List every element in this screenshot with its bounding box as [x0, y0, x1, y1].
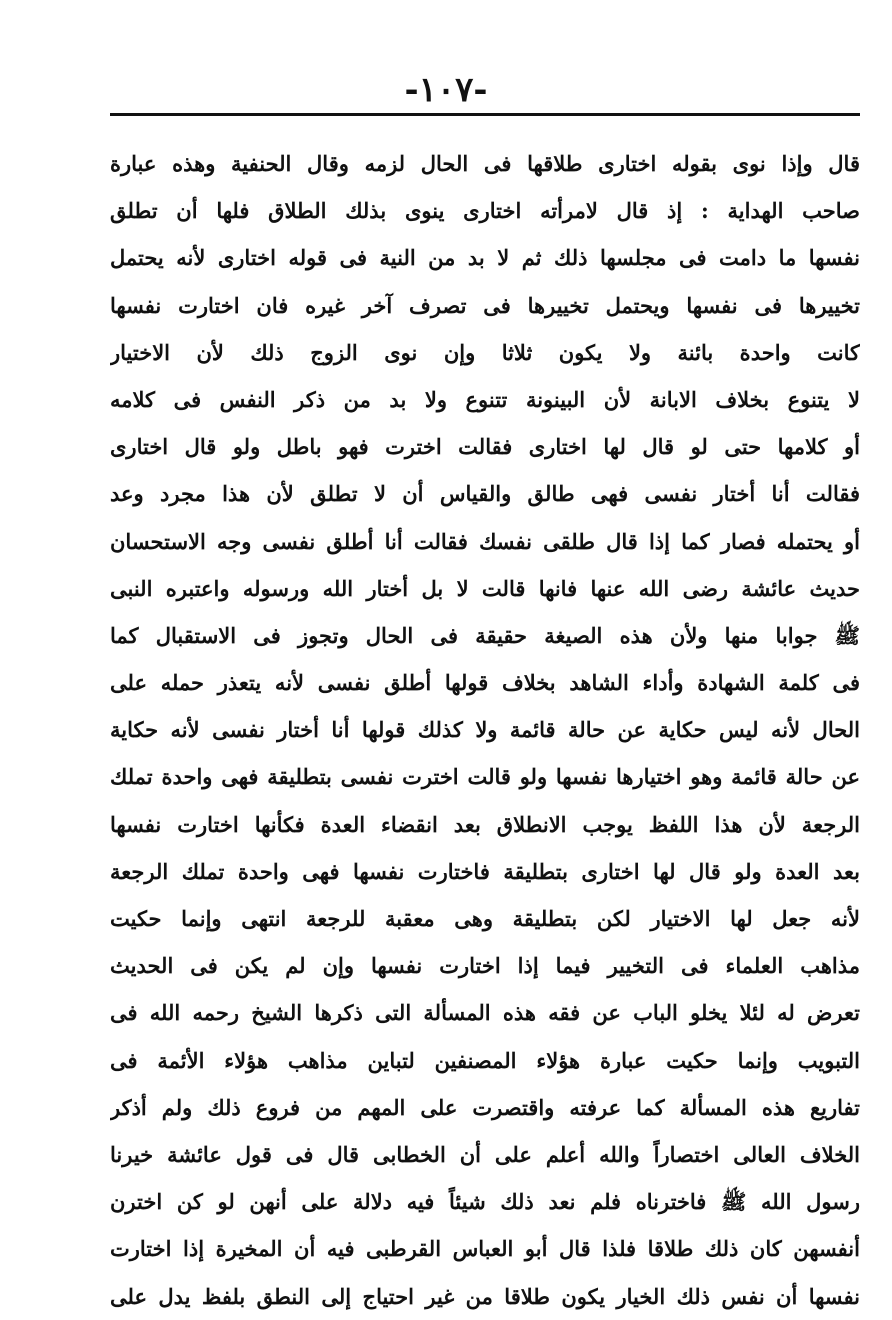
text-line: لا يتنوع بخلاف الابانة لأن البينونة تتنوع ولا بد من ذكر النفس فى كلامه	[110, 386, 860, 412]
text-line: فى كلمة الشهادة وأداء الشاهد بخلاف قولها أطلق نفسى لأنه يتعذر حمله على	[110, 670, 860, 696]
text-line: لأنه جعل لها الاختيار لكن بتطليقة وهى معقبة للرجعة انتهى وإنما حكيت	[110, 906, 860, 931]
text-line: كانت واحدة بائنة ولا يكون ثلاثا وإن نوى الزوج ذلك لأن الاختيار	[110, 339, 860, 365]
text-line: الرجعة لأن هذا اللفظ يوجب الانطلاق بعد انقضاء العدة فكأنها اختارت نفسها	[110, 811, 860, 837]
text-line: نفسها ما دامت فى مجلسها ذلك ثم لا بد من النية فى قوله اختارى لأنه يحتمل	[110, 245, 860, 271]
text-line: أو كلامها حتى لو قال لها اختارى فقالت اخترت فهو باطل ولو قال اختارى	[110, 434, 860, 460]
text-line: تخييرها فى نفسها ويحتمل تخييرها فى تصرف آخر غيره فان اختارت نفسها	[110, 292, 860, 318]
body-text	[110, 140, 860, 1320]
text-line: رسول الله ﷺ فاخترناه فلم نعد ذلك شيئاً فيه دلالة على أنهن لو كن اخترن	[110, 1189, 860, 1215]
text-line: عن حالة قائمة وهو اختيارها نفسها ولو قالت اخترت نفسى بتطليقة فهى واحدة تملك	[110, 764, 860, 790]
text-line: تفاريع هذه المسألة كما عرفته واقتصرت على المهم من فروع ذلك ولم أذكر	[110, 1094, 860, 1120]
text-line: الخلاف العالى اختصاراً والله أعلم على أن الخطابى قال فى قول عائشة خيرنا	[110, 1141, 860, 1167]
text-line: فقالت أنا أختار نفسى فهى طالق والقياس أن لا تطلق لأن هذا مجرد وعد	[110, 481, 860, 507]
text-line: أنفسهن كان ذلك طلاقا فلذا قال أبو العباس القرطبى فيه أن المخيرة إذا اختارت	[110, 1236, 860, 1262]
text-line: الحال لأنه ليس حكاية عن حالة قائمة ولا كذلك قولها أنا أختار نفسى لأنه حكاية	[110, 717, 860, 743]
text-line: مذاهب العلماء فى التخيير فيما إذا اختارت نفسها وإن لم يكن فى الحديث	[110, 953, 860, 979]
text-line: صاحب الهداية : إذ قال لامرأته اختارى ينوى بذلك الطلاق فلها أن تطلق	[110, 198, 860, 224]
page-number: -١٠٧-	[404, 70, 488, 110]
text-line: بعد العدة ولو قال لها اختارى بتطليقة فاختارت نفسها فهى واحدة تملك الرجعة	[110, 858, 860, 884]
text-line: قال وإذا نوى بقوله اختارى طلاقها فى الحال لزمه وقال الحنفية وهذه عبارة	[110, 151, 860, 176]
text-line: ﷺ جوابا منها ولأن هذه الصيغة حقيقة فى الحال وتجوز فى الاستقبال كما	[110, 622, 860, 648]
text-line: تعرض له لئلا يخلو الباب عن فقه هذه المسألة التى ذكرها الشيخ رحمه الله فى	[110, 1000, 860, 1026]
text-line: أو يحتمله فصار كما إذا قال طلقى نفسك فقالت أنا أطلق نفسى وجه الاستحسان	[110, 528, 860, 554]
text-line: نفسها أن نفس ذلك الخيار يكون طلاقا من غير احتياج إلى النطق بلفظ يدل على	[110, 1283, 860, 1309]
text-line: التبويب وإنما حكيت عبارة هؤلاء المصنفين لتباين مذاهب هؤلاء الأئمة فى	[110, 1047, 860, 1073]
header-rule	[110, 113, 860, 116]
text-line: حديث عائشة رضى الله عنها فانها قالت لا بل أختار الله ورسوله واعتبره النبى	[110, 575, 860, 601]
